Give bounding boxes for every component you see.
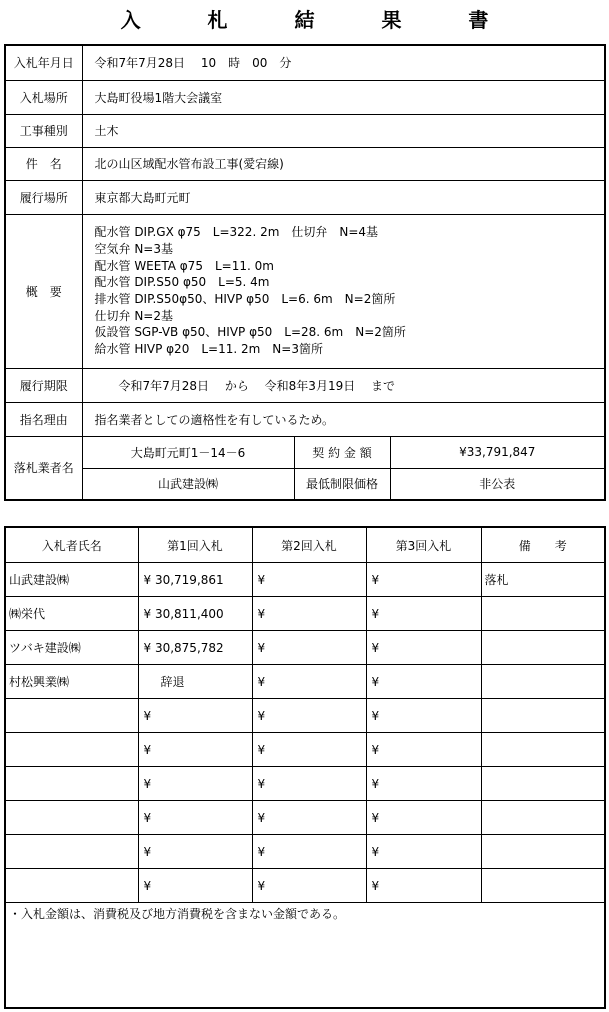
winner-name: 山武建設㈱ [82,468,294,500]
remarks: 落札 [481,563,605,597]
round3-amount: ¥ [366,767,481,801]
bidder-name: ㈱栄代 [5,597,138,631]
period-label: 履行期限 [5,368,82,402]
round1-amount: ¥ [138,767,252,801]
period-value: 令和7年7月28日 から 令和8年3月19日 まで [82,368,605,402]
round3-amount: ¥ [366,665,481,699]
reason-label: 指名理由 [5,402,82,436]
bidder-name: 山武建設㈱ [5,563,138,597]
remarks [481,699,605,733]
site-value: 東京都大島町元町 [82,180,605,214]
type-value: 土木 [82,114,605,147]
overview-line: 空気弁 N=3基 [94,241,173,256]
overview-line: 配水管 DIP.GX φ75 L=322. 2m 仕切弁 N=4基 [94,225,379,240]
round1-amount: ¥ [138,869,252,903]
remarks [481,631,605,665]
round2-amount: ¥ [252,597,366,631]
table-row [5,597,605,631]
place-label: 入札場所 [5,80,82,114]
round1-amount: ¥ 30,811,400 [138,597,252,631]
date-value: 令和7年7月28日 10 時 00 分 [82,45,605,80]
overview-line: 配水管 WEETA φ75 L=11. 0m [94,258,274,273]
round2-amount: ¥ [252,767,366,801]
round3-amount: ¥ [366,869,481,903]
contract-label: 契 約 金 額 [294,436,390,468]
table-row [5,665,605,699]
date-label: 入札年月日 [5,45,82,80]
overview-line: 給水管 HIVP φ20 L=11. 2m N=3箇所 [94,342,323,357]
remarks [481,767,605,801]
remarks [481,733,605,767]
contract-value: ¥33,791,847 [390,436,605,468]
table-row [5,563,605,597]
round2-amount: ¥ [252,665,366,699]
round2-amount: ¥ [252,699,366,733]
bidder-name [5,869,138,903]
header-round3: 第3回入札 [366,527,481,563]
header-remarks: 備 考 [481,527,605,563]
round2-amount: ¥ [252,801,366,835]
footnote: ・入札金額は、消費税及び地方消費税を含まない金額である。 [5,903,605,1009]
round1-amount: ¥ 30,719,861 [138,563,252,597]
round1-amount: ¥ [138,801,252,835]
table-row [5,733,605,767]
round2-amount: ¥ [252,835,366,869]
bidder-name [5,699,138,733]
minprice-value: 非公表 [390,468,605,500]
overview-line: 配水管 DIP.S50 φ50 L=5. 4m [94,275,270,290]
table-row [5,835,605,869]
winner-label: 落札業者名 [5,436,82,500]
subject-value: 北の山区域配水管布設工事(愛宕線) [82,147,605,180]
round3-amount: ¥ [366,597,481,631]
bidder-name [5,767,138,801]
bid-results-table [4,526,606,1009]
header-round2: 第2回入札 [252,527,366,563]
site-label: 履行場所 [5,180,82,214]
bidder-name: 村松興業㈱ [5,665,138,699]
bidder-name [5,835,138,869]
minprice-label: 最低制限価格 [294,468,390,500]
table-row [5,767,605,801]
round2-amount: ¥ [252,563,366,597]
subject-label: 件 名 [5,147,82,180]
overview-line: 仮設管 SGP-VB φ50、HIVP φ50 L=28. 6m N=2箇所 [94,325,406,340]
round3-amount: ¥ [366,733,481,767]
round1-amount: ¥ [138,733,252,767]
remarks [481,665,605,699]
round3-amount: ¥ [366,699,481,733]
bid-info-table [4,44,606,501]
header-bidder: 入札者氏名 [5,527,138,563]
overview-line: 排水管 DIP.S50φ50、HIVP φ50 L=6. 6m N=2箇所 [94,292,396,306]
bidder-name [5,801,138,835]
round2-amount: ¥ [252,869,366,903]
table-row [5,801,605,835]
document-title: 入 札 結 果 書 [120,8,519,32]
overview-label: 概 要 [5,214,82,368]
round3-amount: ¥ [366,801,481,835]
winner-address: 大島町元町1－14－6 [82,436,294,468]
round3-amount: ¥ [366,631,481,665]
bidder-name: ツバキ建設㈱ [5,631,138,665]
overview-line: 仕切弁 N=2基 [94,308,173,323]
bid-rows [5,563,605,903]
remarks [481,869,605,903]
remarks [481,597,605,631]
header-round1: 第1回入札 [138,527,252,563]
round2-amount: ¥ [252,631,366,665]
table-row [5,699,605,733]
round1-amount: 辞退 [138,665,252,699]
reason-value: 指名業者としての適格性を有しているため。 [82,402,605,436]
bidder-name [5,733,138,767]
round1-amount: ¥ [138,835,252,869]
round1-amount: ¥ [138,699,252,733]
remarks [481,801,605,835]
table-row [5,869,605,903]
type-label: 工事種別 [5,114,82,147]
table-row [5,631,605,665]
round2-amount: ¥ [252,733,366,767]
place-value: 大島町役場1階大会議室 [82,80,605,114]
round3-amount: ¥ [366,563,481,597]
overview-value [82,214,605,368]
round1-amount: ¥ 30,875,782 [138,631,252,665]
remarks [481,835,605,869]
round3-amount: ¥ [366,835,481,869]
